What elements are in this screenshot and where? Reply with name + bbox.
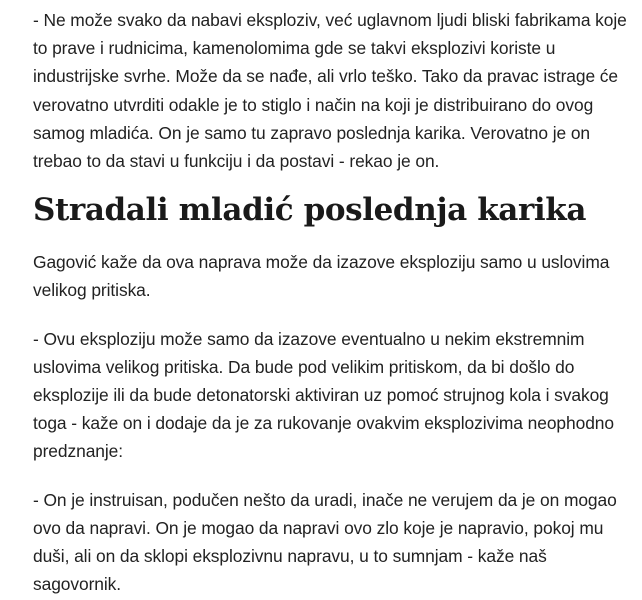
article-paragraph: - Ovu eksploziju može samo da izazove eventualno u nekim ekstremnim uslovima velikog pritiska. Da bude pod velikim pritiskom, da bi došlo do eksplozije ili da bude detonatorski aktiviran uz pomoć strujnog kola i svakog toga - kaže on i dodaje da je za rukovanje ovakvim eksplozivima neophodno predznanje:	[33, 328, 614, 462]
section-heading: Stradali mladić poslednja karika	[33, 192, 587, 229]
article-paragraph: Gagović kaže da ova naprava može da izazove eksploziju samo u uslovima velikog pritiska.	[33, 252, 610, 301]
article-paragraph: - On je instruisan, podučen nešto da uradi, inače ne verujem da je on mogao ovo da napravi. On je mogao da napravi ovo zlo koje je napravio, pokoj mu duši, ali on da sklopi eksplozivnu napravu, u to sumnjam - kaže naš sagovornik.	[33, 489, 617, 595]
article-paragraph: - Ne može svako da nabavi eksploziv, već uglavnom ljudi bliski fabrikama koje to prave i rudnicima, kamenolomima gde se takvi eksplozivi koriste u industrijske svrhe. Može da se nađe, ali vrlo teško. Tako da pravac istrage će verovatno utvrditi odakle je to stiglo i način na koji je distribuirano do ovog samog mladića. On je samo tu zapravo poslednja karika. Verovatno je on trebao to da stavi u funkciju i da postavi - rekao je on.	[33, 10, 627, 172]
article-body	[33, 6, 638, 598]
